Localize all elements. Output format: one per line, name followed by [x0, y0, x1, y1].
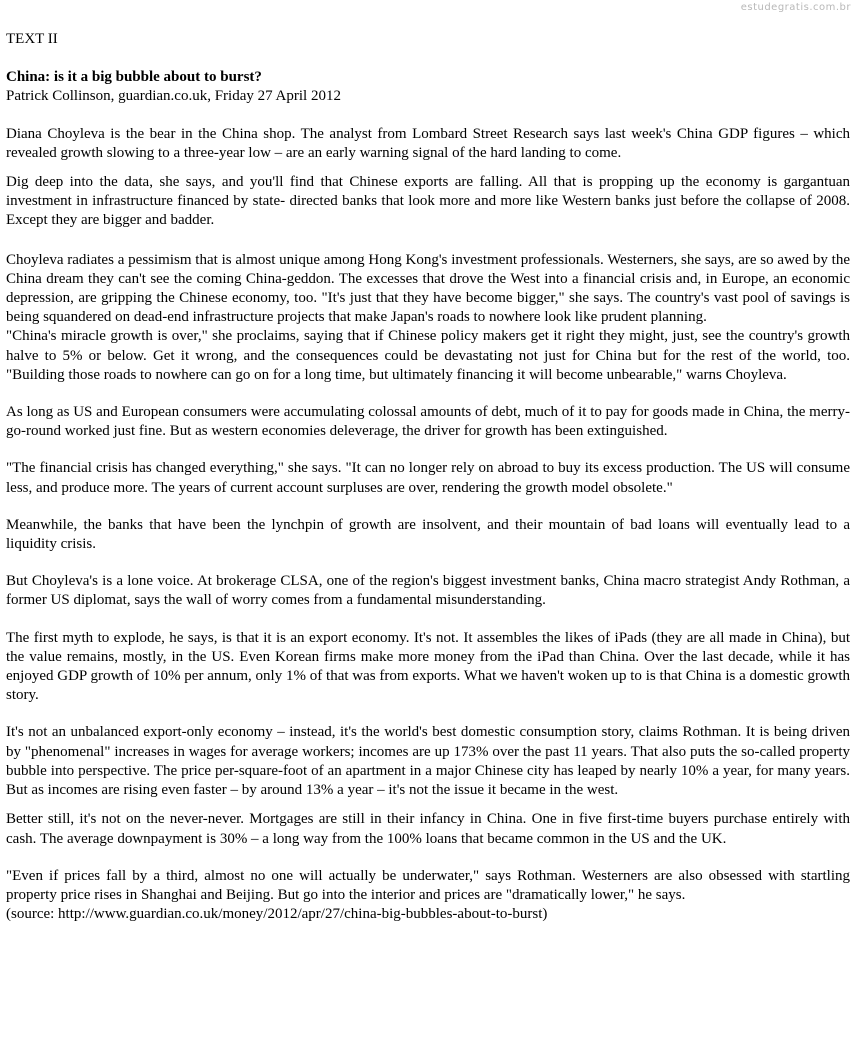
site-watermark: estudegratis.com.br: [740, 2, 851, 13]
paragraph-9: The first myth to explode, he says, is that it is an export economy. It's not. It assembles the likes of iPads (they are all made in China), but the value remains, mostly, in the US. Even Korean firms make more money from the iPad than China. Over the last decade, while it has enjoyed GDP growth of 10% per annum, only 1% of that was from exports. What we haven't woken up to is that China is a domestic growth story.: [6, 629, 850, 704]
article-title: China: is it a big bubble about to burst?: [6, 69, 262, 86]
paragraph-10: It's not an unbalanced export-only economy – instead, it's the world's best domestic consumption story, claims Rothman. It is being driven by "phenomenal" increases in wages for average workers; incomes are up 173% over the past 11 years. That also puts the so-called property bubble into perspective. The price per-square-foot of an apartment in a major Chinese city has leaped by nearly 10% a year, for many years. But as incomes are rising even faster – by around 13% a year – it's not the issue it became in the west.: [6, 724, 850, 799]
paragraph-4: "China's miracle growth is over," she proclaims, saying that if Chinese policy makers get it right they might, just, see the country's growth halve to 5% or below. Get it wrong, and the consequences could be devastating not just for China but for the rest of the world, too. "Building those roads to nowhere can go on for a long time, but ultimately financing it will become unbearable," warns Choyleva.: [6, 328, 850, 383]
paragraph-8: But Choyleva's is a lone voice. At brokerage CLSA, one of the region's biggest investment banks, China macro strategist Andy Rothman, a former US diplomat, says the wall of worry comes from a fundamental misunderstanding.: [6, 573, 850, 609]
paragraph-7: Meanwhile, the banks that have been the lynchpin of growth are insolvent, and their mountain of bad loans will eventually lead to a liquidity crisis.: [6, 516, 850, 553]
paragraph-12: "Even if prices fall by a third, almost no one will actually be underwater," says Rothman. Westerners are also obsessed with startling property price rises in Shanghai and Beijing. But go into the interior and prices are "dramatically lower," he says.: [6, 867, 850, 903]
article-source: (source: http://www.guardian.co.uk/money/2012/apr/27/china-big-bubbles-about-to-burst): [6, 906, 548, 923]
article-byline: Patrick Collinson, guardian.co.uk, Friday 27 April 2012: [6, 88, 341, 105]
paragraph-6: "The financial crisis has changed everything," she says. "It can no longer rely on abroad to buy its excess production. The US will consume less, and produce more. The years of current account surpluses are over, rendering the growth model obsolete.": [6, 460, 850, 496]
paragraph-3: Choyleva radiates a pessimism that is almost unique among Hong Kong's investment professionals. Westerners, she says, are so awed by the China dream they can't see the coming China-geddon. The excesses that drove the West into a financial crisis and, in Europe, an economic depression, are gripping the Chinese economy, too. "It's just that they have become bigger," she says. The country's vast pool of savings is being squandered on dead-end infrastructure projects that make Japan's roads to nowhere look like prudent planning.: [6, 251, 850, 326]
section-label: TEXT II: [6, 31, 58, 47]
paragraph-11: Better still, it's not on the never-never. Mortgages are still in their infancy in China. One in five first-time buyers purchase entirely with cash. The average downpayment is 30% – a long way from the 100% loans that became common in the US and the UK.: [6, 811, 850, 847]
paragraph-2: Dig deep into the data, she says, and you'll find that Chinese exports are falling. All that is propping up the economy is gargantuan investment in infrastructure financed by state- directed banks that look more and more like Western banks just before the collapse of 2008. Except they are bigger and badder.: [6, 174, 850, 229]
article-page: [6, 30, 850, 924]
paragraph-1: Diana Choyleva is the bear in the China shop. The analyst from Lombard Street Research says last week's China GDP figures – which revealed growth slowing to a three-year low – are an early warning signal of the hard landing to come.: [6, 125, 850, 161]
paragraph-5: As long as US and European consumers were accumulating colossal amounts of debt, much of it to pay for goods made in China, the merry-go-round worked just fine. But as western economies deleverage, the driver for growth has been extinguished.: [6, 404, 850, 440]
